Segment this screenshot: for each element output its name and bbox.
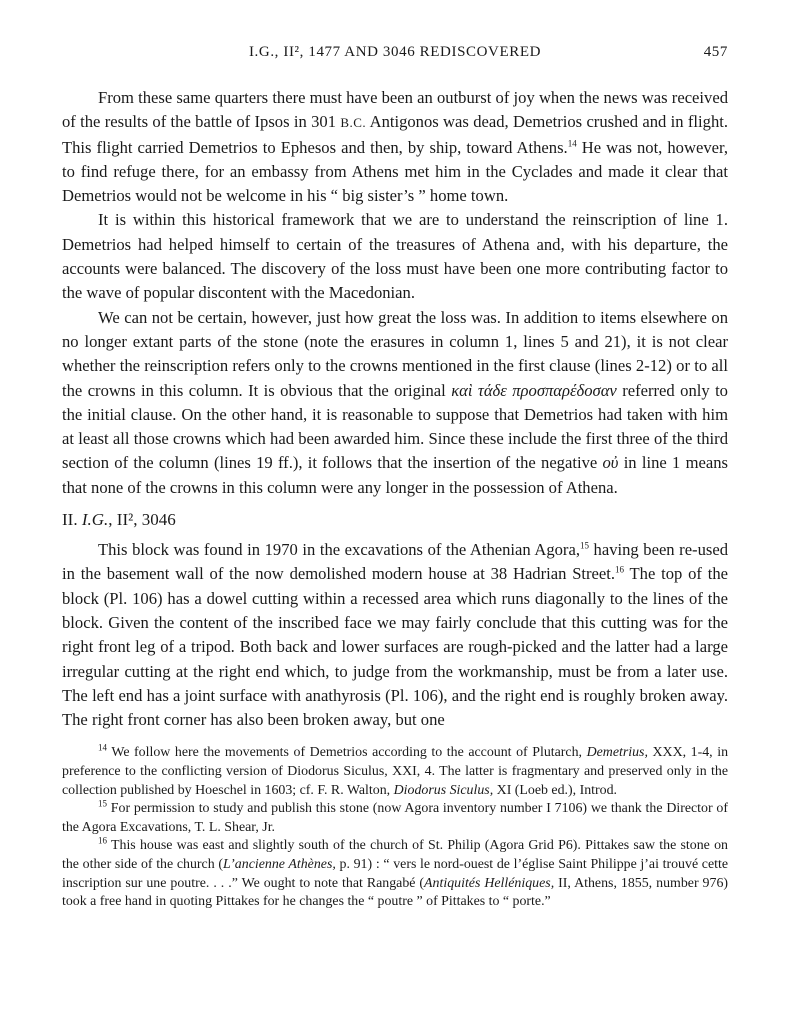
greek-negative: οὐ — [602, 453, 619, 473]
paragraph-1: From these same quarters there must have been an outburst of joy when the news was received of the results of the battle of Ipsos in 301 B.C. Antigonos was dead, Demetrios crushed and in flight. This flight carried Demetrios to Ephesos and then, by ship, toward Athens.$^{14}$ He was not, however, to find refuge there, for an embassy from Athens met him in the Cyclades and made it clear that Demetrios would not be welcome in his “ big sister’s ” home town. — [62, 88, 729, 206]
paragraph-4: This block was found in 1970 in the excavations of the Athenian Agora,$^{15}$ having been re-used in the basement wall of the now demolished modern house at 38 Hadrian Street.$^{16}$ The top of the block (Pl. 106) has a dowel cutting within a recessed area which runs diagonally to the lines of the block. Given the content of the inscribed face we may fairly conclude that this cutting was for the right front leg of a tripod. Both back and lower surfaces are rough-picked and the latter had a large irregular cutting at the right end which, to judge from the workmanship, must be from a later use. The left end has a joint surface with anathyrosis (Pl. 106), and the right end is roughly broken away. The right front corner has also been broken away, but one — [62, 540, 728, 730]
running-header — [62, 44, 728, 68]
page — [62, 44, 728, 912]
paragraph-3: We can not be certain, however, just how great the loss was. In addition to items elsewhere on no longer extant parts of the stone (note the erasures in column 1, lines 5 and 21), it is not clear whether the reinscription refers only to the crowns mentioned in the first clause (lines 2-12) or to all the crowns in this column. It is obvious that the original καὶ τάδε προσπαρέδοσαν referred only to the initial clause. On the other hand, it is reasonable to suppose that Demetrios had taken with him at least all those crowns which had been awarded him. Since these include the first three of the third section of the column (lines 19 ff.), it follows that the insertion of the negative οὐ in line 1 means that none of the crowns in this column were any longer in the possession of Athena. — [62, 307, 728, 497]
footnotes — [62, 744, 728, 911]
section-heading: II. I.G., II², 3046 — [62, 510, 176, 530]
footnote-14: $^{14}$ We follow here the movements of Demetrios according to the account of Plutarch, Demetrius, XXX, 1-4, in preference to the conflicting version of Diodorus Siculus, XXI, 4. The latter is fragmentary and preserved only in the collection published by Hoeschel in 1603; cf. F. R. Walton, Diodorus Siculus, XI (Loeb ed.), Introd. — [62, 742, 729, 798]
footnote-16: $^{16}$ This house was east and slightly south of the church of St. Philip (Agora Grid P6). Pittakes saw the stone on the other side of the church (L’ancienne Athènes, p. 91) : “ vers le nord-ouest de l’église Saint Philippe j’ai trouvé cette inscription sur une poutre. . . .” We ought to note that Rangabé (Antiquités Helléniques, II, Athens, 1855, number 976) took a free hand in quoting Pittakes for he changes the “ poutre ” of Pittakes to “ porte.” — [62, 835, 729, 910]
main-text — [62, 86, 728, 732]
footnote-ref-14: 14 — [567, 138, 577, 149]
running-title: I.G., II², 1477 AND 3046 REDISCOVERED — [248, 44, 542, 60]
footnote-15: $^{15}$ For permission to study and publish this stone (now Agora inventory number I 7106) we thank the Director of the Agora Excavations, T. L. Shear, Jr. — [62, 798, 728, 835]
greek-phrase: καὶ τάδε προσπαρέδοσαν — [451, 380, 617, 400]
footnote-ref-16: 16 — [615, 564, 625, 575]
era-abbreviation: B.C. — [340, 115, 367, 131]
paragraph-2: It is within this historical framework that we are to understand the reinscription of line 1. Demetrios had helped himself to certain of the treasures of Athena and, with his departure, the accounts were balanced. The discovery of the loss must have been one more contributing factor to the wave of popular discontent with the Macedonian. — [62, 210, 728, 303]
footnote-ref-15: 15 — [579, 540, 589, 551]
page-number: 457 — [703, 44, 728, 60]
